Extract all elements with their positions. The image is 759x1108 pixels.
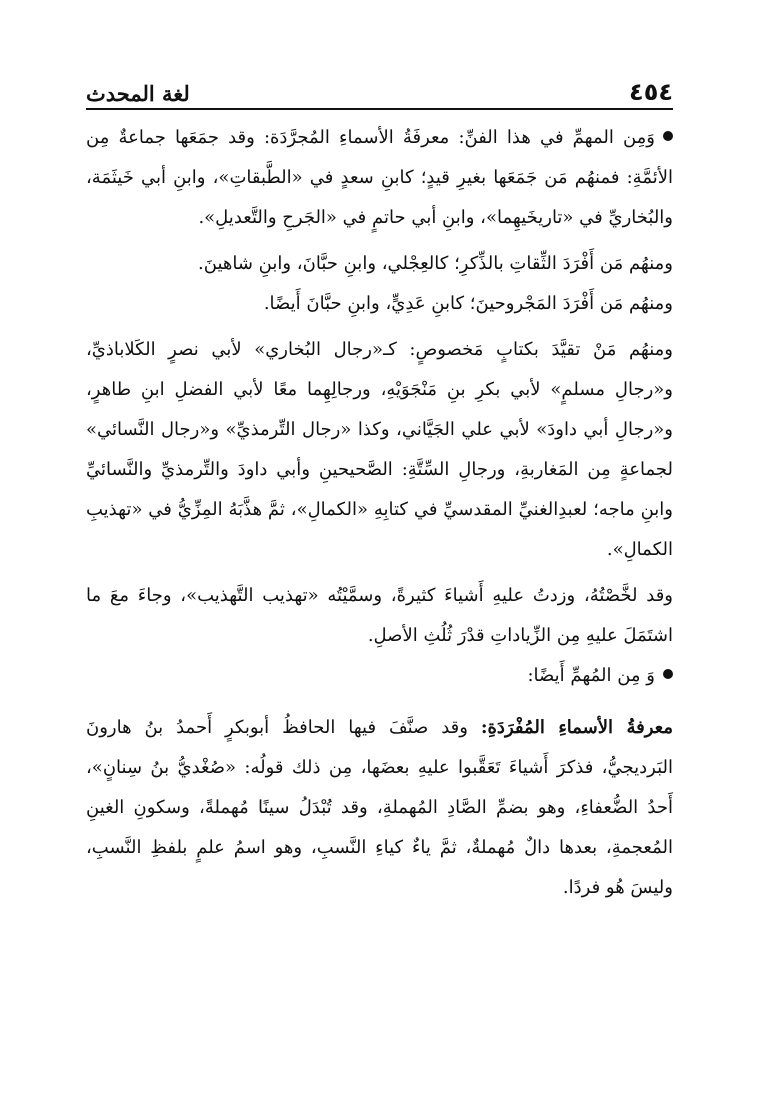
page-number: ٤٥٤ [629,78,673,106]
paragraph-1-text: وَمِن المهمِّ في هذا الفنِّ: معرفَةُ الأسماءِ المُجرَّدَة: وقد جمَعَها جماعةٌ مِن الأئمَّةِ: فمنهُم مَن جَمَعَها بغيرِ قيدٍ؛ كابنِ سعدٍ في «الطَّبقاتِ»، وابنِ أبي خَيثَمَة، والبُخاريِّ في «تاريخَيهِما»، وابنِ أبي حاتمٍ في «الجَرحِ والتَّعديلِ». [86,127,673,228]
paragraph-1 [86,118,673,238]
page-content [86,118,673,1068]
paragraph-3-text: ومنهُم مَن أَفْرَدَ المَجْروحينَ؛ كابنِ عَدِيٍّ، وابنِ حبَّانَ أَيضًا. [263,293,673,314]
paragraph-2-text: ومنهُم مَن أَفْرَدَ الثِّقاتِ بالذِّكرِ؛ كالعِجْلي، وابنِ حبَّانَ، وابنِ شاهينَ. [198,253,673,274]
paragraph-7 [86,708,673,908]
paragraph-7-text: وقد صنَّفَ فيها الحافظُ أبوبكرٍ أَحمدُ بنُ هارونَ البَرديجيُّ، فذكرَ أَشياءَ تَعَقَّبوا عليهِ بعضَها، مِن ذلك قولُه: «صُغْديُّ بنُ سِنانٍ»، أَحدُ الضُّعفاءِ، وهو بضمِّ الصَّادِ المُهملةِ، وقد تُبْدَلُ سينًا مُهملةً، وسكونِ الغينِ المُعجمةِ، بعدها دالٌ مُهملةٌ، ثمَّ ياءٌ كياءِ النَّسبِ، وهو اسمُ علمٍ بلفظِ النَّسبِ، وليسَ هُو فردًا. [86,717,673,898]
paragraph-4-text: ومنهُم مَنْ تقيَّدَ بكتابٍ مَخصوصٍ: كـ«رجال البُخاري» لأبي نصرٍ الكَلاباذيِّ، و«رجالِ مسلمٍ» لأبي بكرِ بنِ مَنْجَوَيْهِ، ورجالِهِما معًا لأبي الفضلِ ابنِ طاهرٍ، و«رجالِ أبي داودَ» لأبي علي الجَيَّاني، وكذا «رجال التِّرمذيِّ» و«رجال النَّسائي» لجماعةٍ مِن المَغاربةِ، ورجالِ السِّتَّةِ: الصَّحيحينِ وأبي داودَ والتِّرمذيِّ والنَّسائيِّ وابنِ ماجه؛ لعبدِالغنيِّ المقدسيِّ في كتابِهِ «الكمالِ»، ثمَّ هذَّبَهُ المِزِّيُّ في «تهذيبِ الكمالِ». [86,339,674,560]
paragraph-3 [86,284,673,324]
running-title: لغة المحدث [86,81,190,106]
paragraph-7-lead: معرفةُ الأسماءِ المُفْرَدَةِ: [480,717,673,738]
paragraph-6 [86,656,673,696]
paragraph-4 [86,330,673,570]
paragraph-5 [86,576,673,656]
page-header [86,64,673,110]
paragraph-6-text: وَ مِن المُهمِّ أَيضًا: [527,665,655,686]
bullet-icon [663,669,673,679]
paragraph-5-text: وقد لخَّصْتُهُ، وزدتُ عليهِ أَشياءَ كثيرةً، وسمَّيْتُه «تهذيب التَّهذيب»، وجاءَ معَ ما اشتَمَلَ عليهِ مِن الزِّياداتِ قدْرَ ثُلُثِ الأصلِ. [86,585,673,646]
bullet-icon [663,131,673,141]
paragraph-2 [86,244,673,284]
